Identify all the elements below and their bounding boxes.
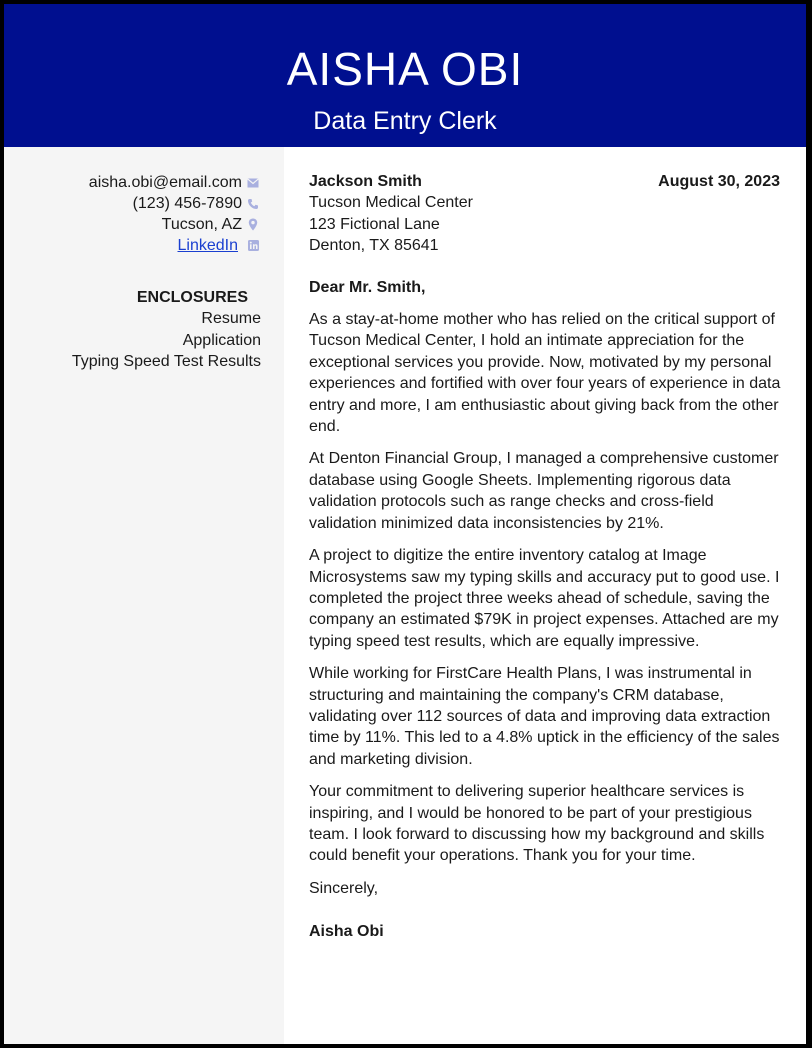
body-paragraph: As a stay-at-home mother who has relied on the critical support of Tucson Medical Center, I hold an intimate appreciation for the exceptional services you provide. Now, motivated by my personal experiences and fortified with over four years of experience in data entry and more, I am enthusiastic about giving back from the other end. [309, 311, 781, 436]
enclosures-heading: ENCLOSURES [136, 289, 248, 306]
salutation: Dear Mr. Smith, [309, 278, 426, 296]
recipient-street: 123 Fictional Lane [309, 215, 440, 233]
contact-location [89, 214, 260, 235]
location-pin-icon [246, 218, 260, 232]
applicant-name: AISHA OBI [286, 43, 524, 95]
phone-text: (123) 456-7890 [132, 195, 242, 212]
body-paragraph: At Denton Financial Group, I managed a comprehensive customer database using Google Sheets. Implementing rigorous data validation protocols such as range checks and cross-field validation minimized data inconsistencies by 21%. [309, 450, 779, 532]
enclosures-section [72, 287, 261, 373]
header-banner [4, 4, 806, 147]
recipient-header [309, 171, 784, 192]
letter-date: August 30, 2023 [658, 173, 780, 190]
closing: Sincerely, [309, 879, 379, 897]
contact-linkedin[interactable] [89, 235, 260, 256]
signature: Aisha Obi [309, 923, 384, 941]
recipient-organization: Tucson Medical Center [309, 194, 473, 212]
job-title: Data Entry Clerk [313, 107, 497, 135]
body-paragraph: A project to digitize the entire inventory catalog at Image Microsystems saw my typing skills and accuracy put to good use. I completed the project three weeks ahead of schedule, saving the company an estimated $79K in project expenses. Attached are my typing speed test results, which are equally impressive. [309, 547, 780, 650]
cover-letter-page [4, 4, 806, 1044]
recipient-name: Jackson Smith [309, 173, 422, 190]
enclosure-item: Resume [201, 310, 261, 327]
recipient-city: Denton, TX 85641 [309, 237, 439, 255]
envelope-icon [246, 176, 260, 190]
contact-phone [89, 193, 260, 214]
location-text: Tucson, AZ [161, 216, 242, 233]
body-paragraph: Your commitment to delivering superior healthcare services is inspiring, and I would be honored to be part of your prestigious team. I look forward to discussing how my background and skills could benefit your operations. Thank you for your time. [309, 783, 765, 865]
contact-info [89, 172, 260, 256]
sidebar [4, 147, 284, 1044]
letter-body [309, 171, 784, 943]
enclosure-item: Application [182, 331, 261, 349]
email-text: aisha.obi@email.com [88, 174, 242, 191]
linkedin-icon [246, 239, 260, 253]
body-paragraph: While working for FirstCare Health Plans, I was instrumental in structuring and maintaining the company's CRM database, validating over 112 sources of data and improving data extraction time by 11%. This led to a 4.8% uptick in the efficiency of the sales and marketing division. [309, 665, 780, 768]
enclosure-item: Typing Speed Test Results [71, 353, 261, 370]
contact-email [89, 172, 260, 193]
phone-icon [246, 197, 260, 211]
linkedin-link[interactable]: LinkedIn [177, 237, 238, 254]
